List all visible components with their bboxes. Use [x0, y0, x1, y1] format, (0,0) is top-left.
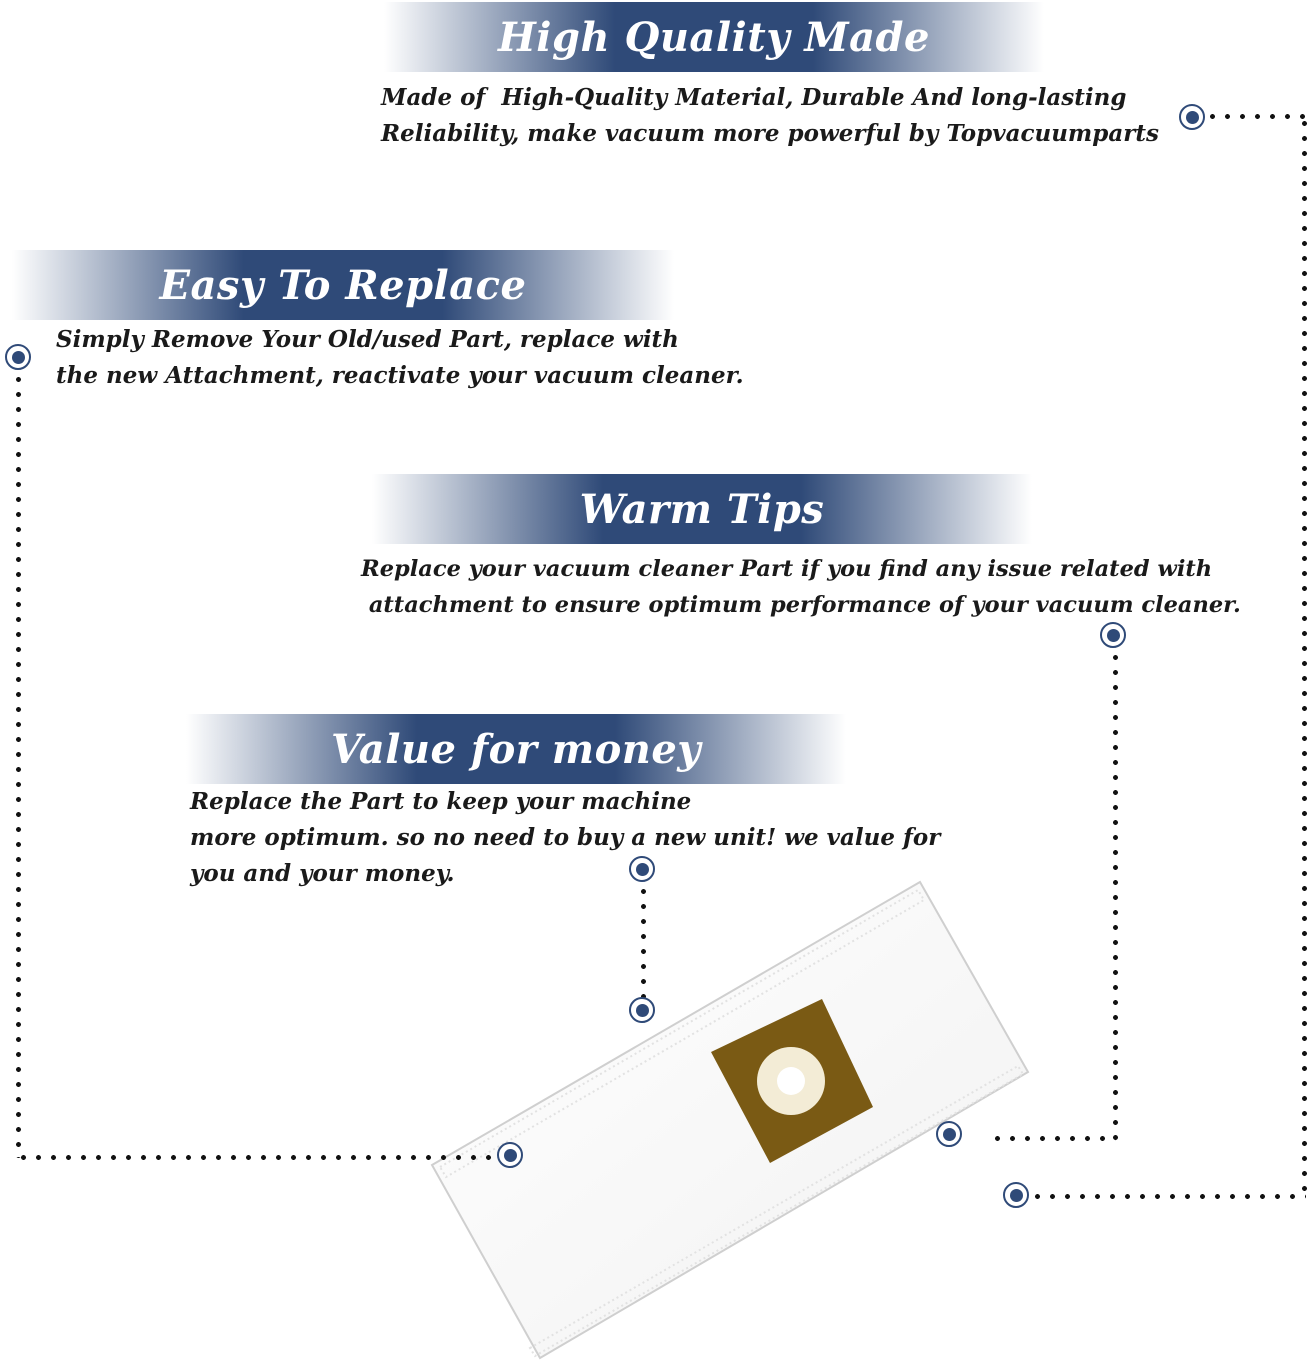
vacuum-bag-body — [432, 882, 1028, 1358]
value-money-line: you and your money. — [190, 860, 455, 887]
marker-icon — [936, 1121, 962, 1147]
connector-line — [1030, 1194, 1306, 1199]
easy-replace-line: the new Attachment, reactivate your vacuum cleaner. — [56, 362, 744, 389]
connector-line — [990, 1136, 1116, 1141]
high-quality-title: High Quality Made — [498, 13, 930, 61]
connector-line — [1302, 116, 1307, 1198]
marker-icon — [5, 344, 31, 370]
value-money-line: Replace the Part to keep your machine — [190, 788, 692, 815]
marker-icon — [1179, 104, 1205, 130]
high-quality-line: Reliability, make vacuum more powerful by Topvacuumparts — [381, 120, 1159, 147]
connector-line — [1205, 114, 1308, 119]
warm-tips-banner — [372, 474, 1032, 544]
high-quality-line: Made of High-Quality Material, Durable And long-lasting — [381, 84, 1127, 111]
value-money-description — [190, 784, 940, 892]
connector-line — [16, 1155, 500, 1160]
connector-line — [1113, 650, 1118, 1140]
easy-replace-line: Simply Remove Your Old/used Part, replace with — [56, 326, 679, 353]
easy-replace-description — [56, 322, 744, 394]
warm-tips-line: Replace your vacuum cleaner Part if you find any issue related with — [361, 556, 1213, 582]
high-quality-banner — [384, 2, 1044, 72]
connector-line — [16, 372, 21, 1158]
easy-replace-banner — [12, 250, 674, 320]
value-money-banner — [186, 714, 846, 784]
marker-icon — [629, 997, 655, 1023]
value-money-line: more optimum. so no need to buy a new unit! we value for — [190, 824, 941, 851]
marker-icon — [1003, 1182, 1029, 1208]
warm-tips-line: attachment to ensure optimum performance of your vacuum cleaner. — [361, 592, 1241, 618]
warm-tips-title: Warm Tips — [579, 485, 825, 533]
marker-icon — [497, 1142, 523, 1168]
value-money-title: Value for money — [330, 725, 702, 773]
warm-tips-description — [361, 551, 1241, 623]
connector-line — [641, 884, 646, 998]
easy-replace-title: Easy To Replace — [159, 261, 527, 309]
high-quality-description — [381, 80, 1159, 152]
marker-icon — [1100, 622, 1126, 648]
